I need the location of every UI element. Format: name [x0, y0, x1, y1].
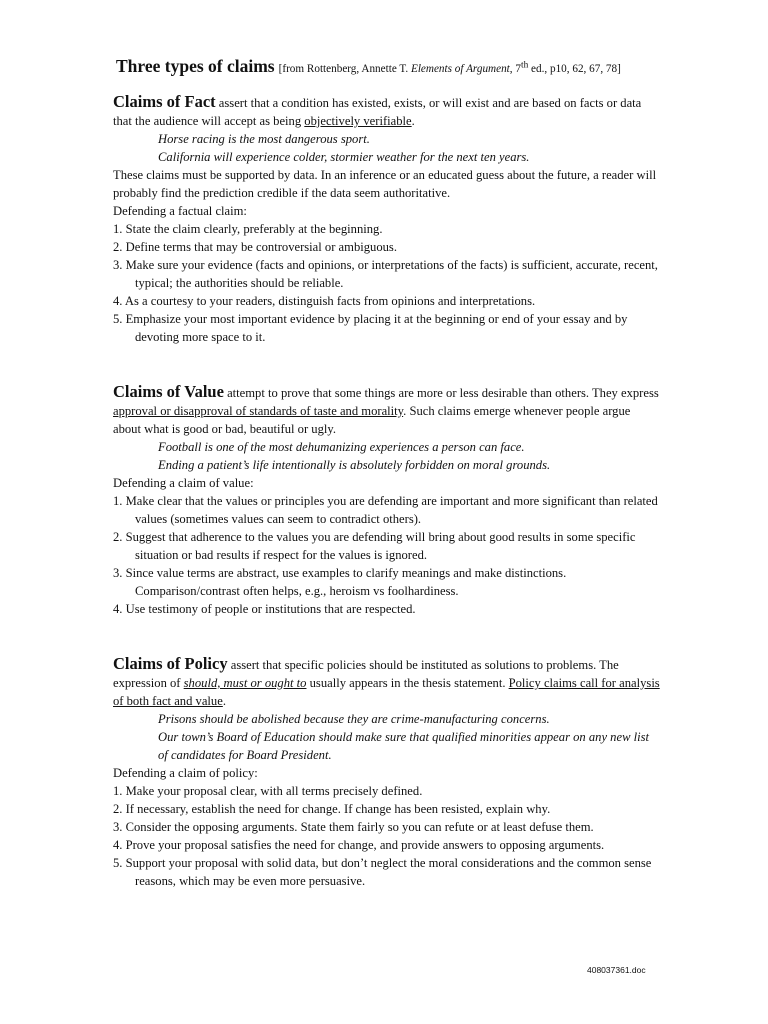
fact-example: Horse racing is the most dangerous sport.	[158, 132, 370, 146]
policy-intro-text: assert that specific policies should be instituted as solutions to problems. The expression of	[113, 658, 619, 690]
title-citation	[278, 60, 621, 75]
fact-defending: Defending a factual claim:	[113, 204, 247, 218]
section-claims-of-policy	[113, 655, 661, 890]
policy-examples	[113, 710, 661, 764]
list-item: 1. Make your proposal clear, with all terms precisely defined.	[113, 784, 423, 798]
value-intro-text: attempt to prove that some things are more or less desirable than others. They express	[223, 386, 659, 400]
value-intro-end: . Such claims emerge whenever people argue about what is good or bad, beautiful or ugly.	[113, 404, 631, 436]
fact-intro-underlined: objectively verifiable	[304, 114, 412, 128]
policy-defending: Defending a claim of policy:	[113, 766, 258, 780]
list-item: 1. State the claim clearly, preferably at the beginning.	[113, 222, 383, 236]
list-item: 3. Since value terms are abstract, use examples to clarify meanings and make distinctions. Comparison/contrast often helps, e.g., heroism vs foolhardiness.	[113, 566, 567, 598]
policy-example: Prisons should be abolished because they are crime-manufacturing concerns.	[158, 712, 550, 726]
value-heading: Claims of Value	[113, 382, 224, 401]
citation-book: Elements of Argument	[410, 63, 510, 75]
citation-pre: [from Rottenberg, Annette T.	[278, 63, 411, 75]
list-item: 1. Make clear that the values or principles you are defending are important and more significant than related values (sometimes values can seem to contradict others).	[113, 494, 658, 526]
fact-intro	[113, 93, 661, 130]
list-item: 2. If necessary, establish the need for change. If change has been resisted, explain why.	[113, 802, 551, 816]
fact-intro-text: assert that a condition has existed, exists, or will exist and are based on facts or data that the audience will accept as being	[113, 96, 642, 128]
policy-intro	[113, 655, 661, 710]
policy-example: Our town’s Board of Education should make sure that qualified minorities appear on any new list of candidates for Board President.	[158, 730, 650, 762]
title-main: Three types of claims	[116, 56, 275, 76]
value-intro-underlined: approval or disapproval of standards of taste and morality	[113, 404, 404, 418]
list-item: 5. Support your proposal with solid data, but don’t neglect the moral considerations and the common sense reasons, which may be even more persuasive.	[113, 856, 652, 888]
fact-examples	[113, 130, 661, 166]
policy-intro-modals: should, must or ought to	[183, 676, 307, 690]
citation-post: ed., p10, 62, 67, 78]	[528, 63, 621, 75]
document-filename: 408037361.doc	[587, 965, 646, 975]
page-title	[116, 56, 621, 77]
value-example: Football is one of the most dehumanizing experiences a person can face.	[158, 440, 525, 454]
value-examples	[113, 438, 661, 474]
fact-intro-end: .	[411, 114, 415, 128]
list-item: 3. Make sure your evidence (facts and opinions, or interpretations of the facts) is sufficient, accurate, recent, typical; the authorities should be reliable.	[113, 258, 658, 290]
policy-intro-end: .	[222, 694, 226, 708]
list-item: 3. Consider the opposing arguments. State them fairly so you can refute or at least defuse them.	[113, 820, 594, 834]
policy-intro-underlined: Policy claims call for analysis of both fact and value	[113, 676, 660, 708]
value-defending: Defending a claim of value:	[113, 476, 254, 490]
section-claims-of-value	[113, 383, 661, 618]
value-intro	[113, 383, 661, 438]
fact-body: These claims must be supported by data. In an inference or an educated guess about the future, a reader will probably find the prediction credible if the data seem authoritative.	[113, 168, 657, 200]
policy-heading: Claims of Policy	[113, 654, 228, 673]
citation-mid: , 7	[509, 63, 521, 75]
section-claims-of-fact	[113, 93, 661, 346]
list-item: 4. As a courtesy to your readers, distinguish facts from opinions and interpretations.	[113, 294, 536, 308]
list-item: 4. Use testimony of people or institutions that are respected.	[113, 602, 416, 616]
citation-sup: th	[520, 60, 529, 71]
policy-intro-middle: usually appears in the thesis statement.	[306, 676, 509, 690]
value-example: Ending a patient’s life intentionally is absolutely forbidden on moral grounds.	[158, 458, 551, 472]
fact-example: California will experience colder, stormier weather for the next ten years.	[158, 150, 530, 164]
fact-heading: Claims of Fact	[113, 92, 216, 111]
list-item: 2. Suggest that adherence to the values you are defending will bring about good results in some specific situation or bad results if respect for the values is ignored.	[113, 530, 636, 562]
list-item: 2. Define terms that may be controversial or ambiguous.	[113, 240, 397, 254]
list-item: 5. Emphasize your most important evidence by placing it at the beginning or end of your essay and by devoting more space to it.	[113, 312, 628, 344]
list-item: 4. Prove your proposal satisfies the need for change, and provide answers to opposing arguments.	[113, 838, 605, 852]
